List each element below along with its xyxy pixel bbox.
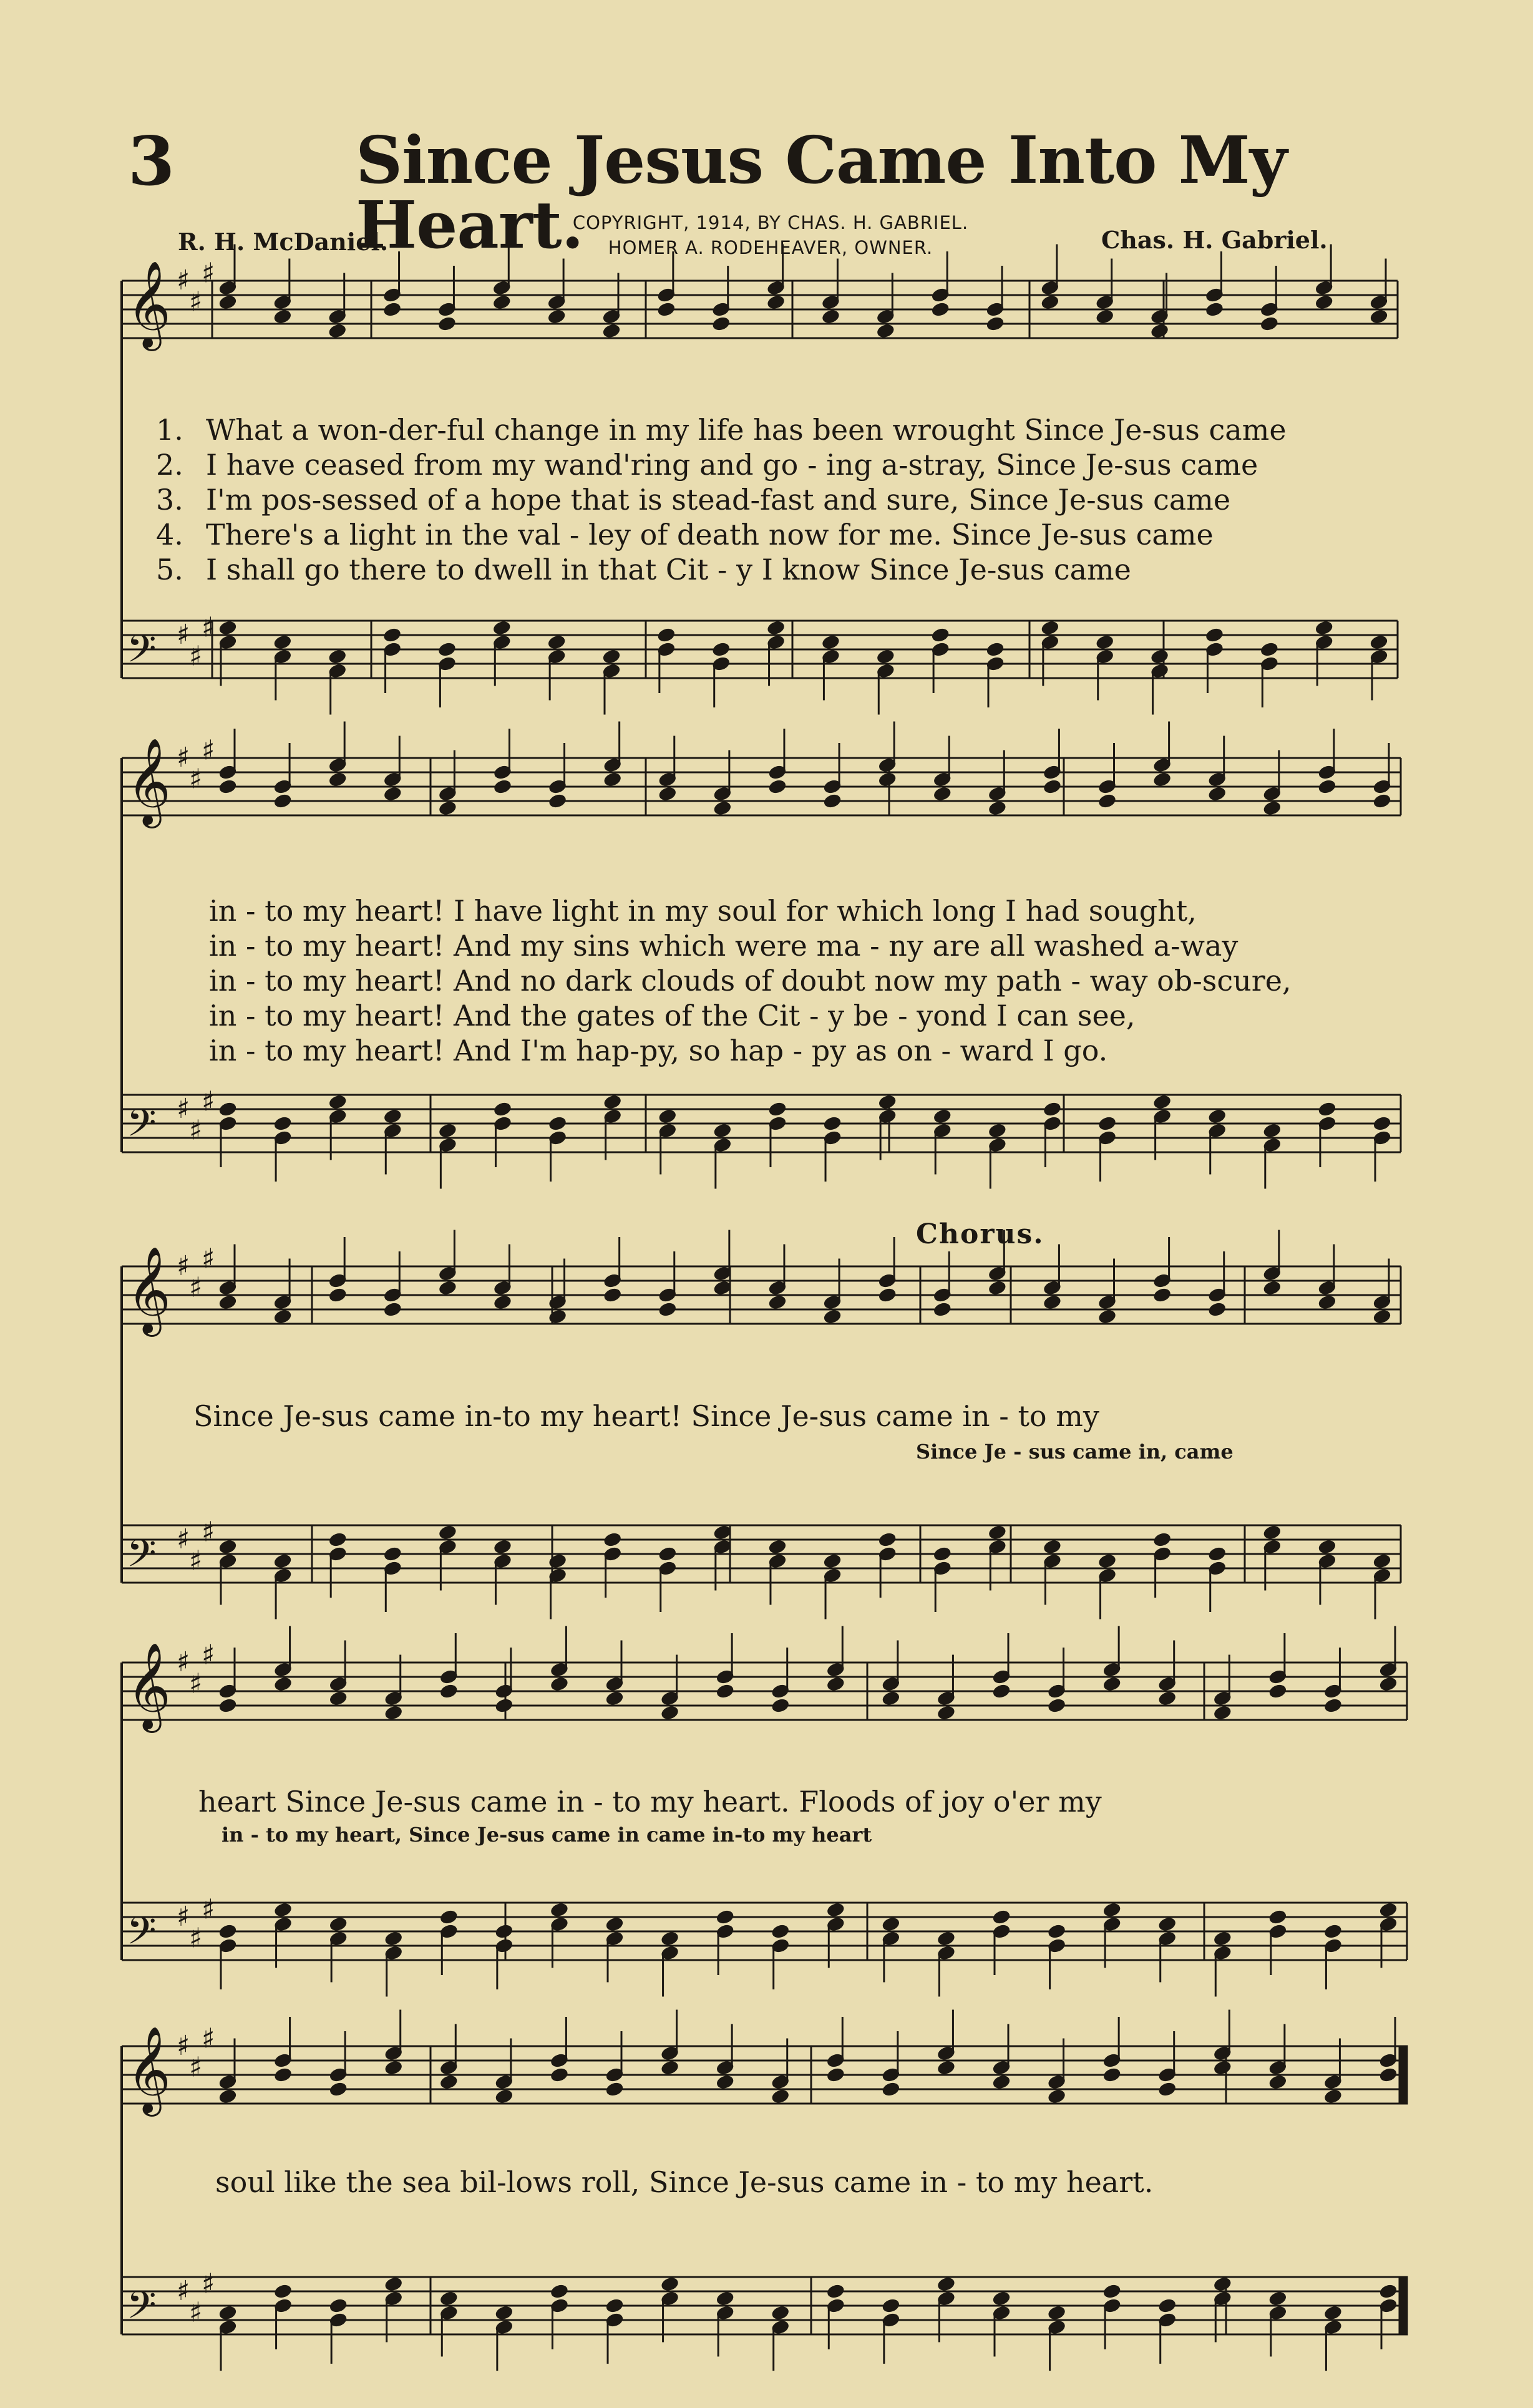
note-head: [1095, 634, 1114, 651]
note-head: [1373, 1115, 1392, 1132]
verse-2-line-2: in - to my heart! And my sins which were ma - ny are all washed a-way: [209, 929, 1239, 963]
note-head: [657, 301, 676, 318]
note-head: [495, 2305, 514, 2321]
note-head: [273, 1553, 293, 1570]
note-head: [384, 1705, 403, 1721]
sharp-icon: ♯: [202, 1516, 215, 1548]
note-head: [876, 323, 895, 339]
note-head: [329, 1691, 348, 1707]
note-head: [992, 2074, 1011, 2090]
note-head: [273, 793, 293, 809]
note-head: [766, 620, 786, 636]
note-head: [218, 1101, 238, 1117]
note-head: [1323, 2089, 1343, 2105]
note-head: [768, 1101, 787, 1117]
note-head: [660, 1931, 679, 1947]
note-head: [273, 2067, 293, 2083]
chorus-line-2: heart Since Je-sus came in - to my heart. Floods of joy o'er my: [198, 1785, 1102, 1818]
note-head: [383, 1109, 402, 1125]
note-head: [218, 2305, 238, 2321]
sharp-icon: ♯: [202, 1085, 215, 1118]
note-head: [931, 627, 950, 643]
note-head: [218, 1539, 238, 1555]
note-head: [876, 649, 895, 665]
note-head: [1047, 1923, 1066, 1940]
note-head: [986, 641, 1005, 658]
note-head: [1102, 2283, 1122, 2299]
note-head: [383, 1546, 402, 1562]
note-head: [328, 1532, 348, 1548]
note-head: [273, 309, 293, 325]
note-head: [882, 2081, 901, 2097]
note-head: [437, 316, 457, 332]
note-head: [1207, 1109, 1227, 1125]
verse-5-line-1: 5. I shall go there to dwell in that Cit - y I know Since Je-sus came: [156, 553, 1131, 586]
verse-5-line-2: in - to my heart! And I'm hap-py, so hap - py as on - ward I go.: [209, 1034, 1108, 1067]
chorus-line-2-bass: in - to my heart, Since Je-sus came in came in-to my heart: [221, 1823, 872, 1847]
note-head: [603, 1532, 622, 1548]
sharp-icon: ♯: [202, 611, 215, 644]
note-head: [713, 800, 732, 817]
note-head: [605, 2298, 625, 2314]
note-head: [1150, 649, 1169, 665]
note-head: [988, 1123, 1007, 1139]
note-head: [1097, 1115, 1117, 1132]
note-head: [937, 1705, 956, 1721]
note-head: [771, 2089, 790, 2105]
note-head: [273, 634, 293, 651]
note-head: [1041, 294, 1060, 311]
note-head: [658, 1109, 677, 1125]
lyricist-credit: R. H. McDaniel.: [178, 228, 389, 256]
treble-clef-icon: 𝄞: [127, 261, 171, 348]
note-head: [988, 1525, 1007, 1541]
note-head: [439, 1683, 459, 1699]
note-head: [218, 779, 238, 795]
sharp-icon: ♯: [189, 763, 203, 795]
note-head: [273, 1902, 293, 1918]
note-head: [547, 309, 567, 325]
note-head: [218, 620, 238, 636]
note-head: [1379, 2067, 1398, 2083]
note-head: [1260, 641, 1279, 658]
note-head: [1152, 1532, 1172, 1548]
note-head: [1379, 1676, 1398, 1692]
note-head: [1102, 1902, 1122, 1918]
sharp-icon: ♯: [189, 1545, 203, 1577]
note-head: [660, 1705, 679, 1721]
final-barline: [1399, 2046, 1407, 2104]
note-head: [1213, 1705, 1232, 1721]
treble-clef-icon: 𝄞: [127, 1643, 171, 1730]
bass-clef-icon: 𝄢: [127, 2283, 157, 2338]
note-head: [1323, 1697, 1343, 1714]
note-head: [716, 1909, 735, 1925]
note-head: [493, 1101, 512, 1117]
note-head: [826, 1676, 845, 1692]
note-head: [1318, 1539, 1337, 1555]
note-head: [1263, 1123, 1282, 1139]
verse-2-line-1: 2. I have ceased from my wand'ring and go - ing a-stray, Since Je-sus came: [156, 448, 1258, 482]
note-head: [1323, 1923, 1343, 1940]
note-head: [933, 1301, 952, 1318]
note-head: [548, 793, 567, 809]
note-head: [768, 779, 787, 795]
note-head: [383, 786, 402, 802]
note-head: [821, 634, 840, 651]
note-head: [1157, 2081, 1177, 2097]
chorus-line-1: Since Je-sus came in-to my heart! Since Je-sus came in - to my: [193, 1399, 1099, 1433]
note-head: [826, 2283, 845, 2299]
note-head: [1263, 1280, 1282, 1296]
note-head: [603, 1287, 622, 1303]
note-head: [768, 1294, 787, 1311]
sharp-icon: ♯: [189, 1114, 203, 1147]
bass-clef-icon: 𝄢: [127, 1101, 157, 1155]
note-head: [218, 294, 238, 311]
note-head: [1043, 779, 1062, 795]
verse-4-line-1: 4. There's a light in the val - ley of death now for me. Since Je-sus came: [156, 518, 1214, 551]
note-head: [493, 1294, 512, 1311]
note-head: [657, 627, 676, 643]
bass-clef-icon: 𝄢: [127, 1532, 157, 1586]
note-head: [328, 1094, 348, 1110]
note-head: [1097, 793, 1117, 809]
note-head: [439, 2074, 459, 2090]
note-head: [492, 620, 512, 636]
bass-clef-icon: 𝄢: [127, 627, 157, 681]
note-head: [548, 1115, 567, 1132]
note-head: [384, 2060, 403, 2076]
note-head: [711, 641, 731, 658]
note-head: [382, 627, 402, 643]
note-head: [933, 786, 952, 802]
note-head: [495, 2089, 514, 2105]
note-head: [1318, 1101, 1337, 1117]
note-head: [550, 2283, 569, 2299]
sharp-icon: ♯: [189, 2296, 203, 2329]
note-head: [1315, 620, 1334, 636]
sharp-icon: ♯: [189, 2051, 203, 2084]
note-head: [1047, 2305, 1066, 2321]
note-head: [933, 1109, 952, 1125]
note-head: [1213, 1931, 1232, 1947]
sharp-icon: ♯: [177, 619, 190, 651]
note-head: [602, 649, 621, 665]
sharp-icon: ♯: [177, 2030, 190, 2062]
note-head: [878, 1094, 897, 1110]
hymn-title: Since Jesus Came Into My Heart.: [356, 122, 1287, 263]
note-head: [602, 323, 621, 339]
note-head: [548, 1553, 567, 1570]
note-head: [438, 1123, 457, 1139]
note-head: [1263, 1525, 1282, 1541]
note-head: [550, 1902, 569, 1918]
note-head: [1268, 1909, 1288, 1925]
note-head: [273, 1115, 293, 1132]
note-head: [382, 301, 402, 318]
note-head: [273, 2283, 293, 2299]
note-head: [771, 1923, 790, 1940]
note-head: [878, 1532, 897, 1548]
note-head: [1318, 1294, 1337, 1311]
note-head: [218, 1294, 238, 1311]
note-head: [437, 641, 457, 658]
verse-1-line-2: in - to my heart! I have light in my soul for which long I had sought,: [209, 894, 1197, 928]
note-head: [328, 1287, 348, 1303]
note-head: [1047, 2089, 1066, 2105]
note-head: [1373, 793, 1392, 809]
note-head: [1370, 309, 1389, 325]
note-head: [1315, 294, 1334, 311]
treble-clef-icon: 𝄞: [127, 1246, 171, 1334]
note-head: [329, 1916, 348, 1933]
note-head: [1268, 2291, 1288, 2307]
sharp-icon: ♯: [202, 2022, 215, 2055]
note-head: [882, 1691, 901, 1707]
note-head: [878, 1287, 897, 1303]
chorus-line-1-bass: Since Je - sus came in, came: [916, 1440, 1234, 1464]
note-head: [1205, 301, 1224, 318]
owner-line: HOMER A. RODEHEAVER, OWNER.: [608, 237, 933, 258]
note-head: [384, 1931, 403, 1947]
note-head: [768, 1539, 787, 1555]
note-head: [493, 779, 512, 795]
note-head: [439, 1909, 459, 1925]
note-head: [1370, 634, 1389, 651]
note-head: [1373, 1553, 1392, 1570]
note-head: [716, 2074, 735, 2090]
note-head: [218, 2089, 238, 2105]
note-head: [1157, 1691, 1177, 1707]
note-head: [826, 1902, 845, 1918]
note-head: [771, 2305, 790, 2321]
sharp-icon: ♯: [189, 286, 203, 318]
note-head: [823, 793, 842, 809]
note-head: [1207, 1546, 1227, 1562]
note-head: [937, 1931, 956, 1947]
note-head: [218, 1923, 238, 1940]
note-head: [1043, 1101, 1062, 1117]
note-head: [603, 1094, 622, 1110]
note-head: [658, 1301, 677, 1318]
note-head: [218, 1697, 238, 1714]
sharp-icon: ♯: [189, 1271, 203, 1304]
copyright-line: COPYRIGHT, 1914, BY CHAS. H. GABRIEL.: [572, 212, 969, 233]
note-head: [823, 1115, 842, 1132]
note-head: [493, 1539, 512, 1555]
sharp-icon: ♯: [177, 265, 190, 296]
sharp-icon: ♯: [202, 1639, 215, 1671]
note-head: [1150, 323, 1169, 339]
sharp-icon: ♯: [202, 257, 215, 289]
sharp-icon: ♯: [177, 1093, 190, 1125]
note-head: [821, 309, 840, 325]
note-head: [605, 1916, 625, 1933]
note-head: [548, 1309, 567, 1325]
note-head: [1263, 800, 1282, 817]
composer-credit: Chas. H. Gabriel.: [1101, 226, 1328, 254]
note-head: [603, 772, 622, 788]
note-head: [823, 1309, 842, 1325]
note-head: [1379, 2283, 1398, 2299]
note-head: [1041, 620, 1060, 636]
sharp-icon: ♯: [177, 2275, 190, 2307]
note-head: [1213, 2276, 1232, 2293]
note-head: [1102, 2067, 1122, 2083]
note-head: [771, 1697, 790, 1714]
verse-4-line-2: in - to my heart! And the gates of the Cit - y be - yond I can see,: [209, 999, 1136, 1032]
note-head: [1043, 1539, 1062, 1555]
note-head: [1152, 1287, 1172, 1303]
sharp-icon: ♯: [189, 640, 203, 672]
note-head: [1157, 2298, 1177, 2314]
note-head: [1260, 316, 1279, 332]
note-head: [439, 2291, 459, 2307]
note-head: [1152, 772, 1172, 788]
note-head: [992, 2291, 1011, 2307]
note-head: [823, 1553, 842, 1570]
note-head: [658, 1546, 677, 1562]
note-head: [273, 1309, 293, 1325]
verse-3-line-2: in - to my heart! And no dark clouds of doubt now my path - way ob-scure,: [209, 964, 1292, 998]
note-head: [550, 2067, 569, 2083]
note-head: [1379, 1902, 1398, 1918]
note-head: [1318, 779, 1337, 795]
note-head: [1152, 1094, 1172, 1110]
sharp-icon: ♯: [202, 1893, 215, 1926]
sharp-icon: ♯: [189, 1922, 203, 1954]
note-head: [438, 1525, 457, 1541]
note-head: [547, 634, 567, 651]
bass-clef-icon: 𝄢: [127, 1909, 157, 1963]
note-head: [605, 2081, 625, 2097]
note-head: [878, 772, 897, 788]
note-head: [658, 786, 677, 802]
sharp-icon: ♯: [177, 1901, 190, 1933]
note-head: [1213, 2060, 1232, 2076]
note-head: [1102, 1676, 1122, 1692]
note-head: [826, 2067, 845, 2083]
note-head: [329, 2081, 348, 2097]
note-head: [988, 1280, 1007, 1296]
note-head: [1097, 1553, 1117, 1570]
sharp-icon: ♯: [177, 742, 190, 774]
note-head: [937, 2276, 956, 2293]
note-head: [1373, 1309, 1392, 1325]
note-head: [550, 1676, 569, 1692]
sharp-icon: ♯: [202, 734, 215, 767]
note-head: [992, 1909, 1011, 1925]
note-head: [438, 800, 457, 817]
note-head: [1268, 1683, 1288, 1699]
note-head: [328, 772, 348, 788]
treble-clef-icon: 𝄞: [127, 738, 171, 825]
note-head: [933, 1546, 952, 1562]
note-head: [438, 1280, 457, 1296]
note-head: [328, 649, 347, 665]
note-head: [273, 1676, 293, 1692]
note-head: [328, 323, 347, 339]
note-head: [660, 2060, 679, 2076]
note-head: [1323, 2305, 1343, 2321]
sharp-icon: ♯: [202, 1243, 215, 1275]
sharp-icon: ♯: [189, 1668, 203, 1700]
note-head: [1268, 2074, 1288, 2090]
note-head: [1043, 1294, 1062, 1311]
verse-3-line-1: 3. I'm pos-sessed of a hope that is stead-fast and sure, Since Je-sus came: [156, 483, 1231, 517]
note-head: [605, 1691, 625, 1707]
sharp-icon: ♯: [177, 1523, 190, 1555]
note-head: [1095, 309, 1114, 325]
note-head: [711, 316, 731, 332]
verse-1-line-1: 1. What a won-der-ful change in my life has been wrought Since Je-sus came: [156, 413, 1287, 447]
note-head: [937, 2060, 956, 2076]
note-head: [660, 2276, 679, 2293]
note-head: [992, 1683, 1011, 1699]
chorus-line-3: soul like the sea bil-lows roll, Since Je-sus came in - to my heart.: [215, 2165, 1154, 2199]
sharp-icon: ♯: [202, 2268, 215, 2300]
note-head: [1207, 786, 1227, 802]
note-head: [1097, 1309, 1117, 1325]
note-head: [492, 294, 512, 311]
note-head: [1047, 1697, 1066, 1714]
note-head: [1207, 1301, 1227, 1318]
note-head: [766, 294, 786, 311]
note-head: [882, 2298, 901, 2314]
note-head: [1157, 1916, 1177, 1933]
note-head: [716, 2291, 735, 2307]
note-head: [713, 1123, 732, 1139]
note-head: [716, 1683, 735, 1699]
note-head: [988, 800, 1007, 817]
hymn-number: 3: [128, 122, 175, 201]
note-head: [986, 316, 1005, 332]
note-head: [329, 2298, 348, 2314]
final-barline: [1399, 2277, 1407, 2334]
sharp-icon: ♯: [177, 1646, 190, 1678]
note-head: [882, 1916, 901, 1933]
note-head: [384, 2276, 403, 2293]
note-head: [495, 1697, 514, 1714]
note-head: [495, 1923, 514, 1940]
treble-clef-icon: 𝄞: [127, 2026, 171, 2114]
note-head: [1205, 627, 1224, 643]
chorus-label: Chorus.: [916, 1218, 1044, 1250]
note-head: [383, 1301, 402, 1318]
sharp-icon: ♯: [177, 1250, 190, 1282]
note-head: [931, 301, 950, 318]
